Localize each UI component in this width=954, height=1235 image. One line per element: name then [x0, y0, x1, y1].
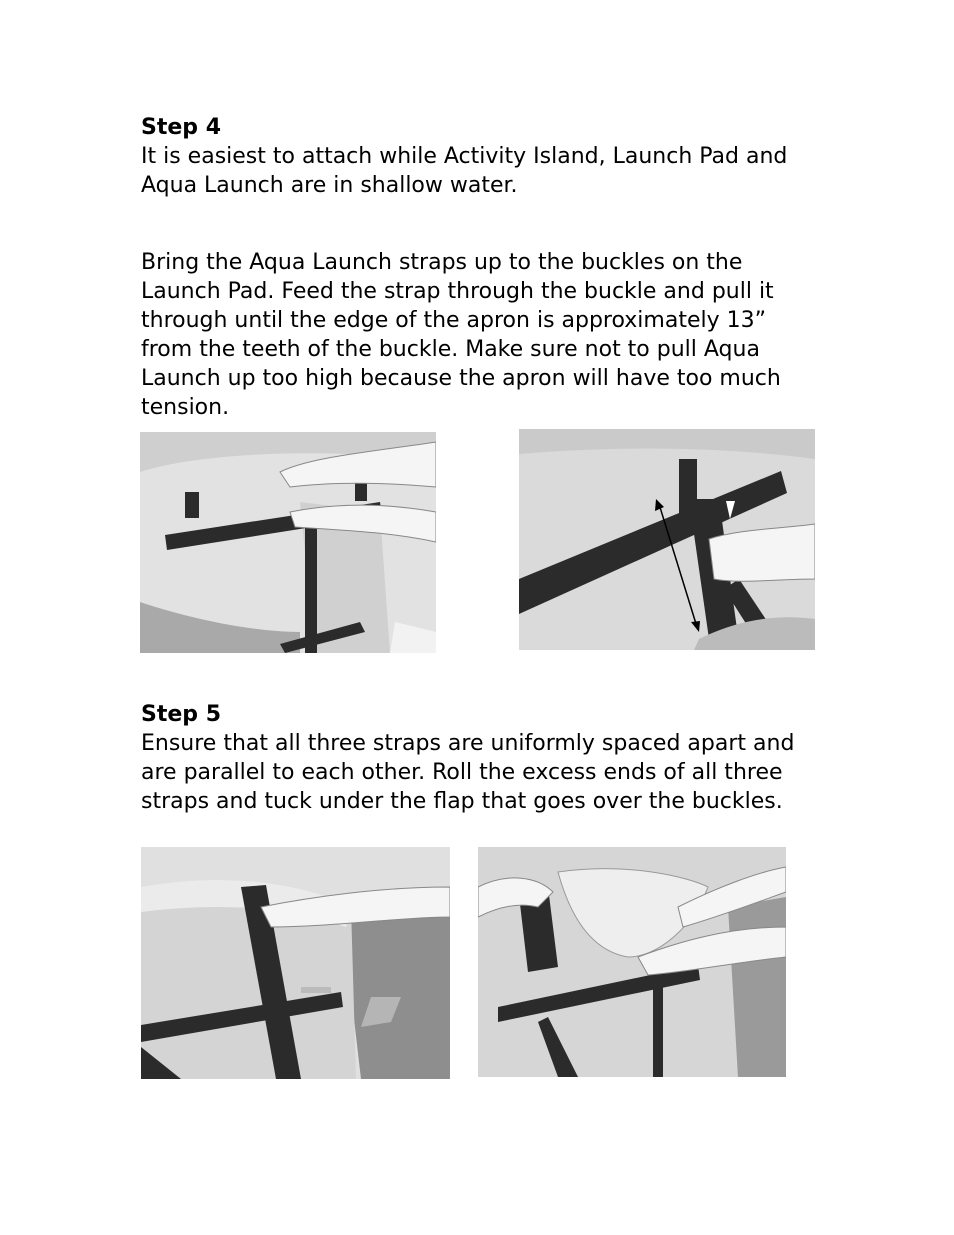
text-line: through until the edge of the apron is approximately 13”	[141, 308, 767, 333]
text-line: Bring the Aqua Launch straps up to the buckles on the	[141, 250, 743, 275]
text-line: Launch up too high because the apron will have too much	[141, 366, 781, 391]
step-4-heading: Step 4	[141, 115, 221, 140]
step-4-photo-buckle	[140, 432, 436, 653]
step-5-photo-straps	[141, 847, 450, 1079]
text-line: It is easiest to attach while Activity Island, Launch Pad and	[141, 144, 788, 169]
step-5-instructions	[141, 729, 831, 816]
text-line: from the teeth of the buckle. Make sure not to pull Aqua	[141, 337, 760, 362]
step-4-photo-measure	[519, 429, 815, 650]
text-line: Launch Pad. Feed the strap through the buckle and pull it	[141, 279, 774, 304]
text-line: straps and tuck under the flap that goes over the buckles.	[141, 789, 783, 814]
text-line: Ensure that all three straps are uniformly spaced apart and	[141, 731, 795, 756]
step-4-intro	[141, 142, 831, 200]
step-5-heading: Step 5	[141, 702, 221, 727]
text-line: Aqua Launch are in shallow water.	[141, 173, 518, 198]
text-line: tension.	[141, 395, 230, 420]
text-line: are parallel to each other. Roll the excess ends of all three	[141, 760, 783, 785]
step-4-instructions	[141, 248, 831, 422]
step-5-photo-flap	[478, 847, 786, 1077]
